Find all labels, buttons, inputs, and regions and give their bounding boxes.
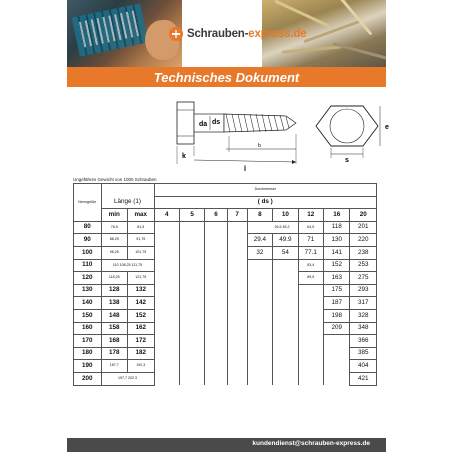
empty-cell	[179, 309, 204, 322]
weight-cell: 421	[350, 372, 377, 385]
weight-cell: 71	[298, 234, 323, 247]
weight-cell: 238	[350, 246, 377, 259]
empty-cell	[205, 335, 227, 348]
header-banner	[67, 0, 386, 69]
empty-cell	[205, 347, 227, 360]
nenngroesse-cell: 80	[74, 221, 102, 234]
label-ds: ds	[212, 119, 221, 126]
empty-cell	[205, 221, 227, 234]
min-cell: 88,25	[101, 234, 127, 247]
empty-cell	[273, 259, 298, 272]
max-cell: 121,75	[128, 272, 154, 285]
empty-cell	[154, 347, 179, 360]
empty-cell	[179, 297, 204, 310]
page-title: Technisches Dokument	[153, 69, 300, 85]
table-row	[74, 272, 377, 285]
table-header-row	[74, 184, 377, 197]
diameter-header: 12	[298, 209, 323, 222]
empty-cell	[179, 284, 204, 297]
screw-technical-drawing	[0, 92, 452, 178]
empty-cell	[298, 297, 323, 310]
max-cell: 152	[128, 309, 154, 322]
nenngroesse-cell: 180	[74, 347, 102, 360]
weight-cell: 163	[323, 272, 349, 285]
weight-cell: 328	[350, 309, 377, 322]
diameter-header: 6	[205, 209, 227, 222]
empty-cell	[179, 360, 204, 373]
empty-cell	[205, 322, 227, 335]
table-row	[74, 360, 377, 373]
empty-cell	[247, 335, 272, 348]
max-header: max	[128, 209, 154, 222]
min-cell: 178	[101, 347, 127, 360]
min-cell: 158	[101, 322, 127, 335]
max-cell: 142	[128, 297, 154, 310]
empty-cell	[205, 234, 227, 247]
max-cell: 91,75	[128, 234, 154, 247]
table-row	[74, 284, 377, 297]
weight-cell: 253	[350, 259, 377, 272]
empty-cell	[273, 360, 298, 373]
empty-cell	[205, 284, 227, 297]
diameter-header: 4	[154, 209, 179, 222]
weight-cell: 187	[323, 297, 349, 310]
diameter-header: 16	[323, 209, 349, 222]
label-b: b	[258, 143, 261, 149]
max-cell: 101,75	[128, 246, 154, 259]
nenngroesse-cell: 170	[74, 335, 102, 348]
empty-cell	[179, 347, 204, 360]
empty-cell	[298, 284, 323, 297]
max-cell: 182	[128, 347, 154, 360]
weight-cell: 275	[350, 272, 377, 285]
min-cell: 168	[101, 335, 127, 348]
empty-cell	[227, 272, 247, 285]
empty-cell	[227, 297, 247, 310]
empty-cell	[247, 309, 272, 322]
empty-cell	[154, 221, 179, 234]
weight-cell: 118	[323, 221, 349, 234]
blank-header	[101, 184, 154, 197]
empty-cell	[205, 360, 227, 373]
empty-cell	[247, 259, 272, 272]
min-cell: 98,25	[101, 246, 127, 259]
table-row	[74, 335, 377, 348]
empty-cell	[298, 347, 323, 360]
durchmesser-header: Durchmesser	[154, 184, 377, 197]
empty-cell	[179, 259, 204, 272]
empty-cell	[154, 246, 179, 259]
empty-cell	[273, 297, 298, 310]
nenngroesse-cell: 110	[74, 259, 102, 272]
empty-cell	[247, 322, 272, 335]
weight-cell: 49.9	[273, 234, 298, 247]
brand-logo[interactable]	[168, 24, 306, 44]
empty-cell	[179, 335, 204, 348]
empty-cell	[298, 309, 323, 322]
empty-cell	[298, 360, 323, 373]
empty-cell	[273, 272, 298, 285]
weight-cell: 385	[350, 347, 377, 360]
weight-cell: 64,5	[298, 221, 323, 234]
contact-email-link[interactable]: kundendienst@schrauben-express.de	[252, 440, 370, 447]
label-l: l	[244, 166, 246, 173]
weight-cell: 201	[350, 221, 377, 234]
empty-cell	[154, 322, 179, 335]
weight-cell: 209	[323, 322, 349, 335]
empty-cell	[154, 372, 179, 385]
tools-photo	[67, 0, 182, 69]
weight-cell: 175	[323, 284, 349, 297]
empty-cell	[227, 360, 247, 373]
brand-name: Schrauben-express.de	[187, 28, 307, 40]
max-cell: 192,3	[128, 360, 154, 373]
diameter-header: 7	[227, 209, 247, 222]
ds-unit-header: ( ds )	[154, 196, 377, 209]
empty-cell	[273, 372, 298, 385]
empty-cell	[179, 234, 204, 247]
empty-cell	[205, 259, 227, 272]
weight-cell: 83,4	[298, 259, 323, 272]
min-cell: 138	[101, 297, 127, 310]
empty-cell	[227, 246, 247, 259]
max-cell: 132	[128, 284, 154, 297]
nenngroesse-cell: 200	[74, 372, 102, 385]
empty-cell	[154, 360, 179, 373]
nenngroesse-cell: 120	[74, 272, 102, 285]
nenngroesse-cell: 130	[74, 284, 102, 297]
diameter-header: 8	[247, 209, 272, 222]
empty-cell	[227, 372, 247, 385]
table-row	[74, 221, 377, 234]
table-header-row	[74, 209, 377, 222]
empty-cell	[247, 347, 272, 360]
max-cell: 81,5	[128, 221, 154, 234]
empty-cell	[323, 347, 349, 360]
empty-cell	[179, 221, 204, 234]
empty-cell	[227, 284, 247, 297]
table-row	[74, 322, 377, 335]
table-row	[74, 259, 377, 272]
empty-cell	[154, 284, 179, 297]
empty-cell	[323, 372, 349, 385]
empty-cell	[179, 322, 204, 335]
empty-cell	[179, 246, 204, 259]
empty-cell	[154, 272, 179, 285]
empty-cell	[154, 234, 179, 247]
empty-cell	[247, 372, 272, 385]
table-row	[74, 347, 377, 360]
diameter-header: 5	[179, 209, 204, 222]
weight-cell: 130	[323, 234, 349, 247]
empty-cell	[273, 347, 298, 360]
laenge-header: Länge (1)	[101, 196, 154, 209]
label-da: da	[199, 121, 208, 128]
empty-cell	[273, 309, 298, 322]
table-header-row	[74, 196, 377, 209]
empty-cell	[154, 309, 179, 322]
label-s: s	[345, 157, 349, 164]
weight-cell: 54	[273, 246, 298, 259]
weight-cell: 404	[350, 360, 377, 373]
weight-cell: 89,5	[298, 272, 323, 285]
max-cell: 162	[128, 322, 154, 335]
empty-cell	[154, 259, 179, 272]
empty-cell	[205, 309, 227, 322]
empty-cell	[298, 372, 323, 385]
empty-cell	[247, 360, 272, 373]
nenngroesse-cell: 140	[74, 297, 102, 310]
empty-cell	[323, 360, 349, 373]
min-cell: 148	[101, 309, 127, 322]
table-row	[74, 246, 377, 259]
nenngroesse-cell: 90	[74, 234, 102, 247]
weight-cell: 198	[323, 309, 349, 322]
table-row	[74, 372, 377, 385]
min-cell: 78,5	[101, 221, 127, 234]
title-bar	[67, 67, 386, 87]
diameter-header: 20	[350, 209, 377, 222]
weight-cell: 29.4	[247, 234, 272, 247]
weight-caption: Ungefähres Gewicht von 1000 Schrauben	[73, 177, 157, 182]
table-row	[74, 297, 377, 310]
nenngroesse-cell: 190	[74, 360, 102, 373]
min-cell: 128	[101, 284, 127, 297]
table-row	[74, 309, 377, 322]
empty-cell	[227, 335, 247, 348]
empty-cell	[154, 297, 179, 310]
empty-cell	[205, 272, 227, 285]
empty-cell	[273, 284, 298, 297]
min-cell: 118,25	[101, 272, 127, 285]
diameter-header: 10	[273, 209, 298, 222]
empty-cell	[227, 347, 247, 360]
min-cell: 187,7	[101, 360, 127, 373]
empty-cell	[247, 272, 272, 285]
empty-cell	[273, 322, 298, 335]
empty-cell	[247, 284, 272, 297]
empty-cell	[179, 372, 204, 385]
empty-cell	[205, 297, 227, 310]
brand-screw-icon	[168, 26, 184, 42]
empty-cell	[227, 322, 247, 335]
empty-cell	[247, 297, 272, 310]
empty-cell	[273, 335, 298, 348]
empty-cell	[323, 335, 349, 348]
label-e: e	[385, 124, 389, 131]
weight-cell: 77.1	[298, 246, 323, 259]
nenngroesse-cell: 150	[74, 309, 102, 322]
empty-cell	[298, 322, 323, 335]
empty-cell	[227, 221, 247, 234]
laenge-merged-cell: 197,7 202,3	[101, 372, 154, 385]
weight-cell: 220	[350, 234, 377, 247]
weight-cell: 32	[247, 246, 272, 259]
empty-cell	[227, 259, 247, 272]
empty-cell	[205, 246, 227, 259]
empty-cell	[298, 335, 323, 348]
weight-cell: 348	[350, 322, 377, 335]
weight-table	[73, 183, 377, 386]
weight-cell: 317	[350, 297, 377, 310]
table-row	[74, 234, 377, 247]
max-cell: 172	[128, 335, 154, 348]
weight-cell: 141	[323, 246, 349, 259]
weight-cell: 366	[350, 335, 377, 348]
empty-cell	[227, 309, 247, 322]
empty-cell	[179, 272, 204, 285]
weight-cell: 152	[323, 259, 349, 272]
label-k: k	[182, 153, 186, 160]
empty-cell	[154, 335, 179, 348]
nenngroesse-header: Nenngröße	[74, 184, 102, 222]
min-header: min	[101, 209, 127, 222]
empty-cell	[205, 372, 227, 385]
weight-cell: 26,5 45,2	[247, 221, 298, 234]
nenngroesse-cell: 100	[74, 246, 102, 259]
nenngroesse-cell: 160	[74, 322, 102, 335]
footer-bar	[67, 438, 386, 452]
weight-cell: 293	[350, 284, 377, 297]
empty-cell	[227, 234, 247, 247]
laenge-merged-cell: 110 108,25 111,75	[101, 259, 154, 272]
